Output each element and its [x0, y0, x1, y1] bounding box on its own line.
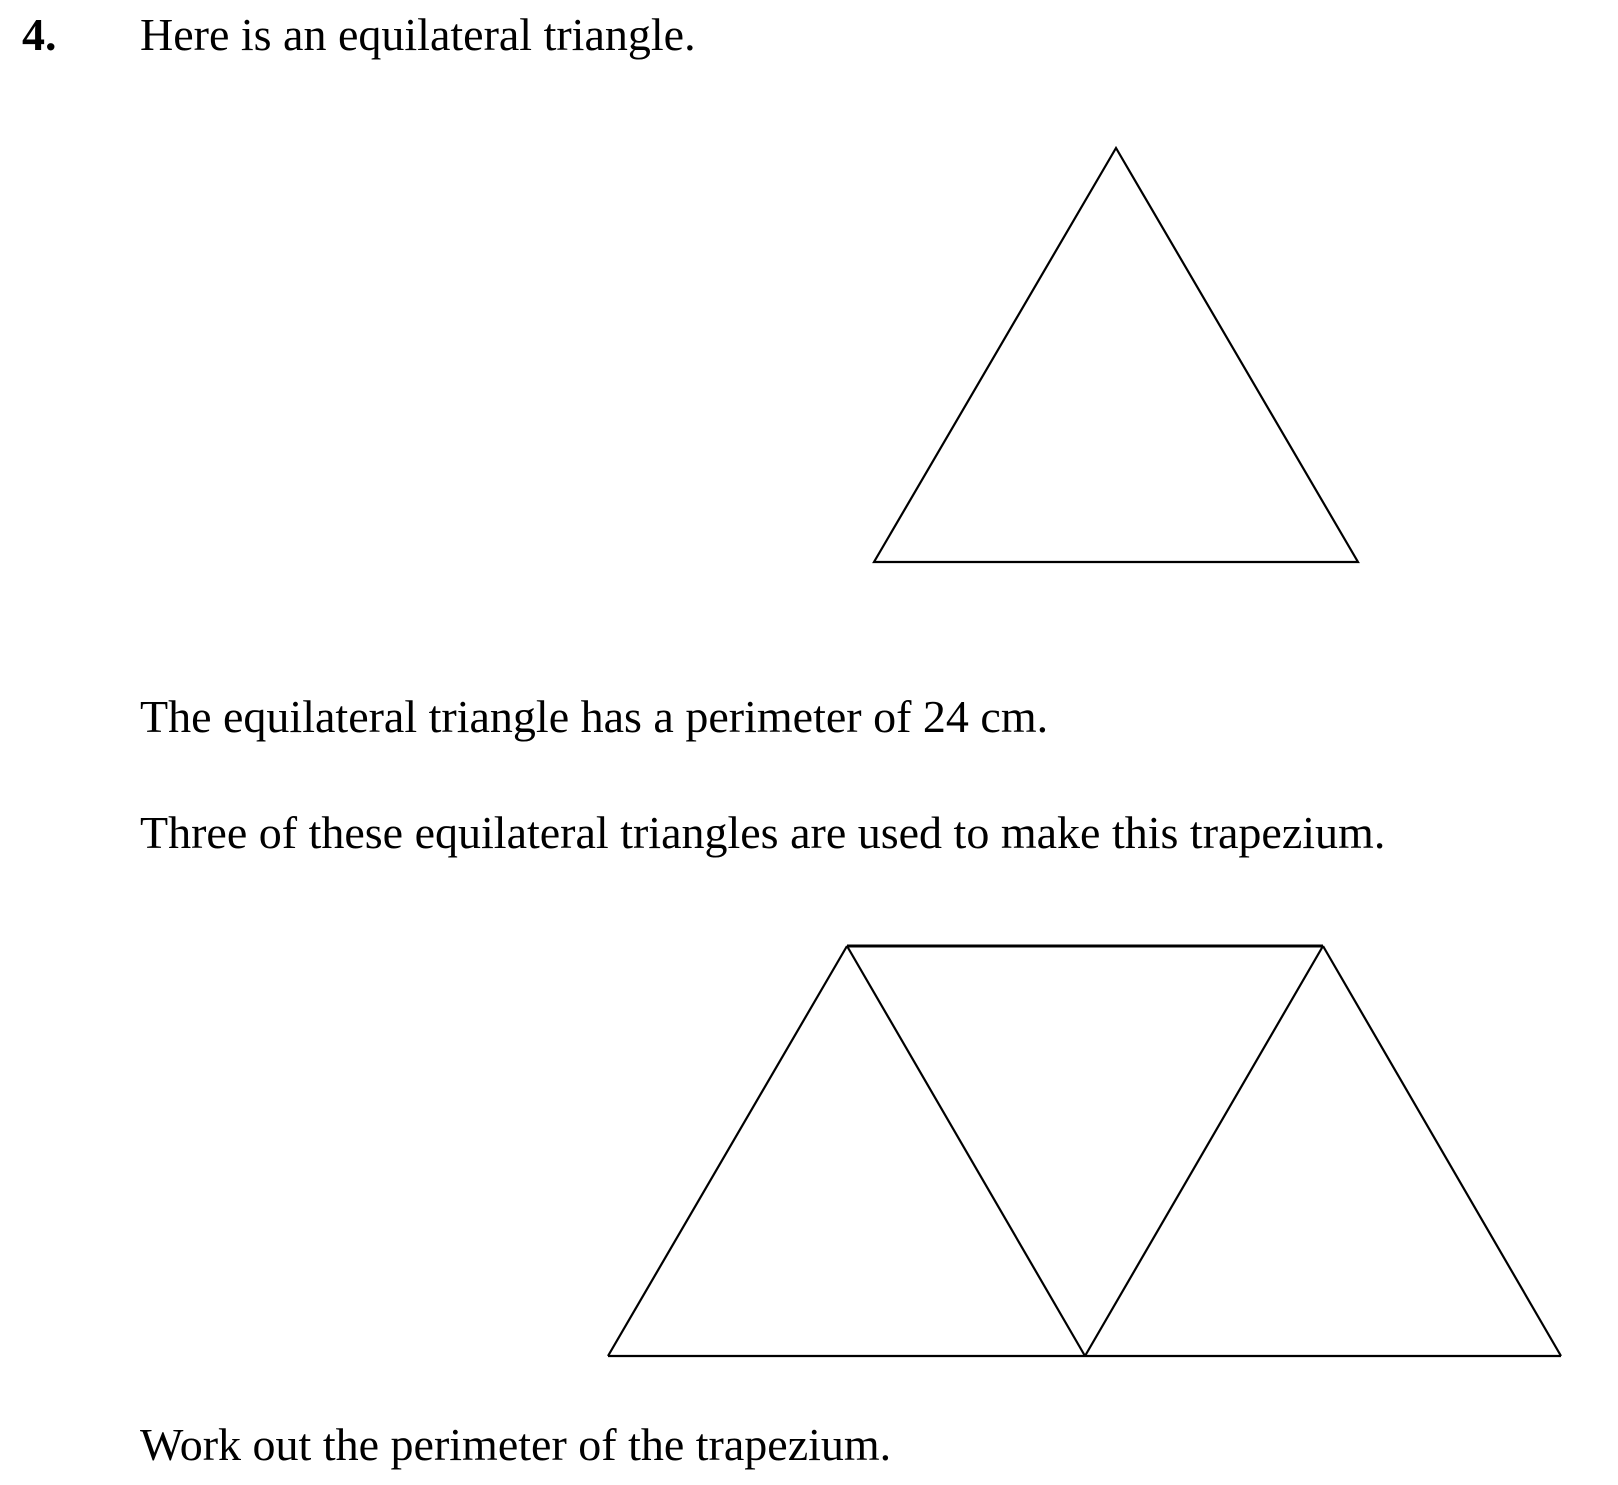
three-triangles-statement: Three of these equilateral triangles are used to make this trapezium. — [140, 807, 1386, 858]
question-number: 4. — [22, 9, 57, 60]
trapezium-figure — [608, 946, 1561, 1356]
trapezium-left-side — [608, 946, 847, 1356]
equilateral-triangle-figure — [874, 148, 1358, 562]
trapezium-right-side — [1323, 946, 1561, 1356]
inner-diagonal-right — [1085, 946, 1323, 1356]
inner-diagonal-left — [847, 946, 1085, 1356]
perimeter-statement: The equilateral triangle has a perimeter of 24 cm. — [140, 691, 1049, 742]
equilateral-triangle — [874, 148, 1358, 562]
task-text: Work out the perimeter of the trapezium. — [140, 1419, 892, 1470]
intro-text: Here is an equilateral triangle. — [140, 9, 696, 60]
